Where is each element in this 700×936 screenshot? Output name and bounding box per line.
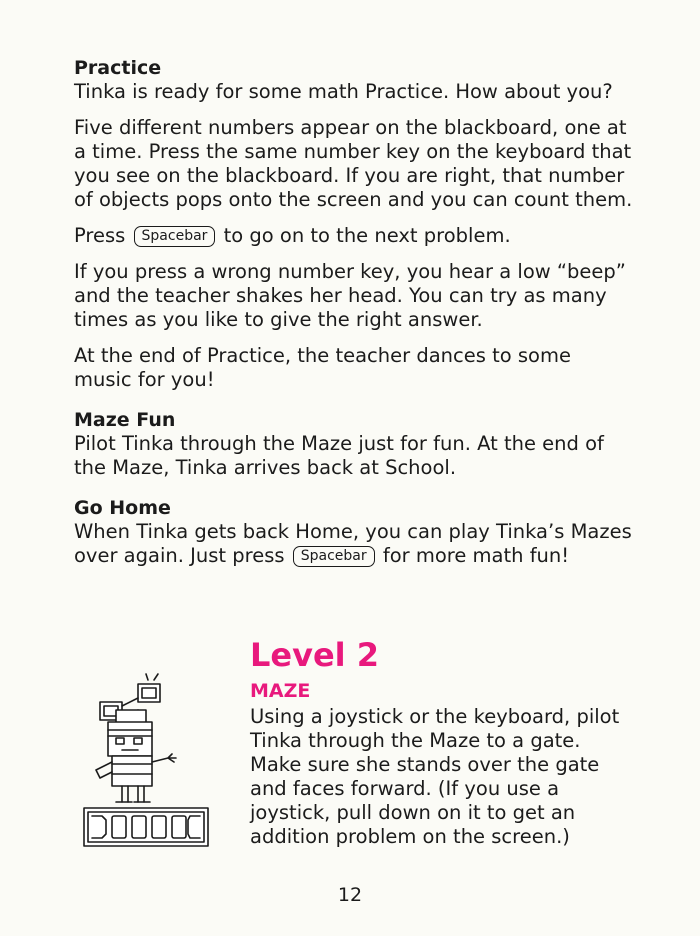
tinka-robot-illustration [82, 670, 232, 850]
practice-paragraph-1: Five different numbers appear on the blackboard, one at a time. Press the same number key on the keyboard that you see on the blackboard. If you are right, that number of objects pops onto the screen and you can count them. [74, 116, 633, 211]
gate-illustration [84, 808, 208, 846]
spacebar-key: Spacebar [134, 226, 216, 247]
press-label: Press [74, 224, 126, 247]
practice-intro: Tinka is ready for some math Practice. How about you? [74, 80, 613, 103]
robot-body-icon [96, 754, 176, 802]
go-home-text-after: for more math fun! [382, 544, 570, 567]
maze-subheading: MAZE [250, 680, 311, 702]
maze-fun-text: Pilot Tinka through the Maze just for fun. At the end of the Maze, Tinka arrives back at School. [74, 432, 604, 479]
go-home-text [74, 520, 634, 568]
practice-paragraph-2 [74, 224, 634, 248]
level-2-maze-text: Using a joystick or the keyboard, pilot Tinka through the Maze to a gate. Make sure she stands over the gate and faces forward. (If you use a joystick, pull down on it to get an addition problem on the screen.) [250, 705, 620, 848]
maze-fun-heading: Maze Fun [74, 409, 176, 431]
go-home-heading: Go Home [74, 497, 171, 519]
next-problem-text: to go on to the next problem. [223, 224, 511, 247]
level-2-title: Level 2 [250, 636, 380, 674]
practice-paragraph-3: If you press a wrong number key, you hear a low “beep” and the teacher shakes her head. You can try as many times as you like to give the right answer. [74, 260, 626, 331]
go-home-text-before: When Tinka gets back Home, you can play Tinka’s Mazes over again. Just press [74, 520, 632, 567]
practice-paragraph-4: At the end of Practice, the teacher dances to some music for you! [74, 344, 571, 391]
spacebar-key: Spacebar [293, 546, 375, 567]
practice-heading: Practice [74, 57, 162, 79]
page-content [74, 56, 634, 568]
page-number: 12 [337, 884, 363, 906]
robot-head-icon [100, 674, 160, 756]
